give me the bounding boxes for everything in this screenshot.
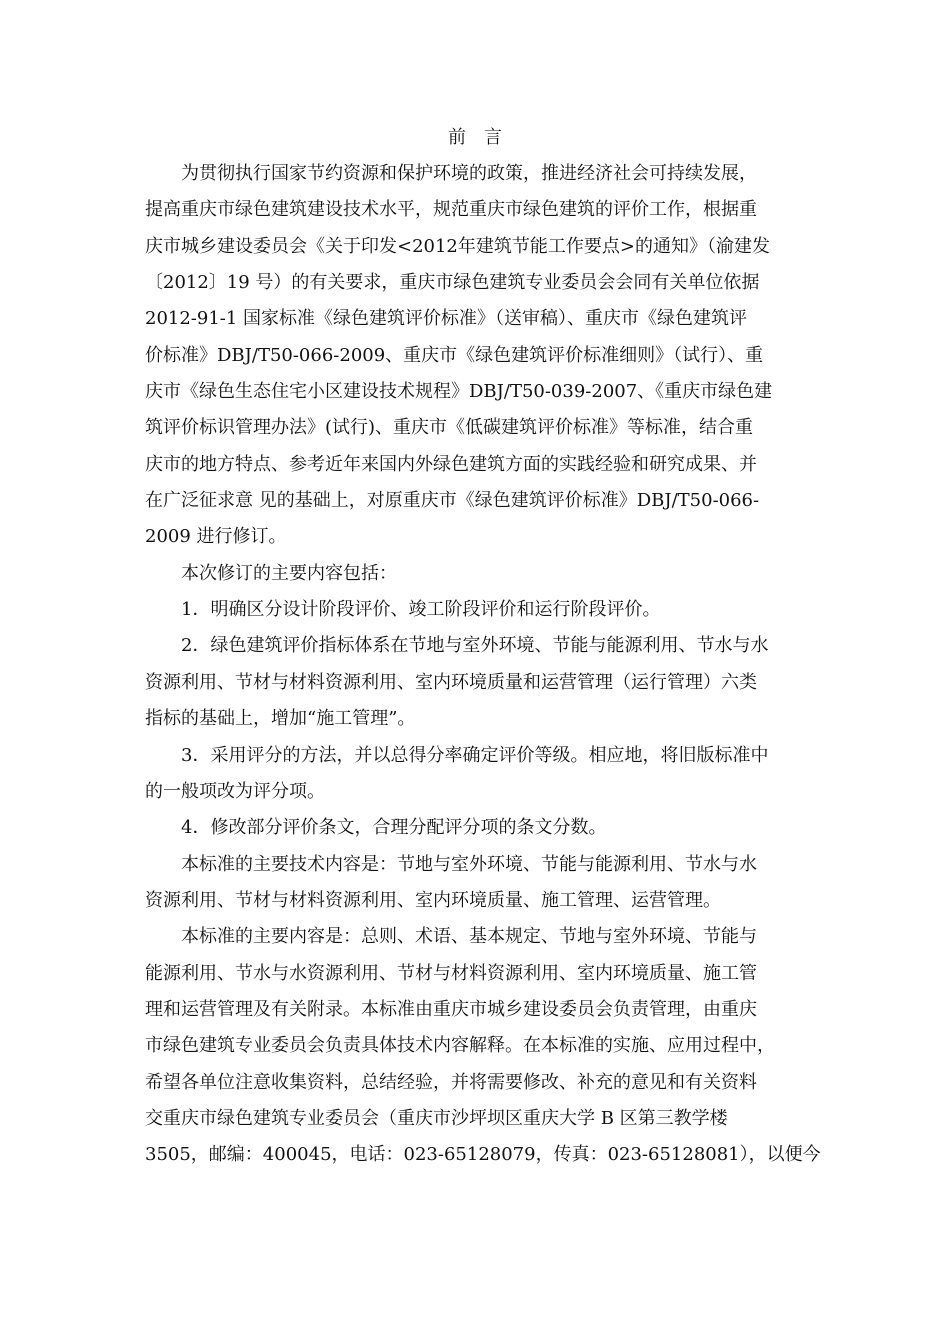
- paragraph: [145, 810, 815, 846]
- text-line: 市绿色建筑专业委员会负责具体技术内容解释。在本标准的实施、应用过程中，: [145, 1035, 775, 1057]
- text-line: 庆市城乡建设委员会《关于印发<2012年建筑节能工作要点>的通知》（渝建发: [145, 235, 770, 257]
- text-line: 2009 进行修订。: [145, 526, 287, 548]
- text-line: 提高重庆市绿色建筑建设技术水平，规范重庆市绿色建筑的评价工作，根据重: [145, 199, 757, 221]
- page-title: 前 言: [448, 127, 502, 148]
- text-line: 1．明确区分设计阶段评价、竣工阶段评价和运行阶段评价。: [181, 599, 661, 621]
- text-line: 资源利用、节材与材料资源利用、室内环境质量、施工管理、运营管理。: [145, 889, 721, 911]
- paragraph: [145, 628, 815, 737]
- paragraph: [145, 919, 821, 1173]
- paragraph: [145, 847, 815, 920]
- text-line: 4．修改部分评价条文，合理分配评分项的条文分数。: [181, 817, 607, 839]
- paragraph: [145, 738, 815, 811]
- document-body: [145, 156, 821, 1174]
- text-line: 3505，邮编：400045，电话：023-65128079，传真：023-65128081），以便今: [145, 1144, 821, 1166]
- text-line: 交重庆市绿色建筑专业委员会（重庆市沙坪坝区重庆大学 B 区第三教学楼: [145, 1107, 728, 1129]
- text-line: 为贯彻执行国家节约资源和保护环境的政策，推进经济社会可持续发展，: [181, 163, 757, 184]
- text-line: 本标准的主要技术内容是：节地与室外环境、节能与能源利用、节水与水: [181, 853, 757, 875]
- text-line: 本标准的主要内容是：总则、术语、基本规定、节地与室外环境、节能与: [181, 926, 757, 948]
- text-line: 指标的基础上，增加“施工管理”。: [145, 708, 416, 730]
- text-line: 在广泛征求意 见的基础上，对原重庆市《绿色建筑评价标准》DBJ/T50-066-: [145, 490, 760, 512]
- text-line: 2012-91-1 国家标准《绿色建筑评价标准》（送审稿）、重庆市《绿色建筑评: [145, 308, 748, 330]
- text-line: 庆市《绿色生态住宅小区建设技术规程》DBJ/T50-039-2007、《重庆市绿色建: [145, 381, 773, 403]
- text-line: 希望各单位注意收集资料，总结经验，并将需要修改、补充的意见和有关资料: [145, 1071, 757, 1093]
- paragraph: [145, 556, 815, 592]
- text-line: 本次修订的主要内容包括：: [181, 562, 397, 584]
- paragraph: [145, 592, 815, 628]
- text-line: 〔2012〕19 号）的有关要求，重庆市绿色建筑专业委员会会同有关单位依据: [145, 272, 760, 294]
- text-line: 庆市的地方特点、参考近年来国内外绿色建筑方面的实践经验和研究成果、并: [145, 453, 757, 475]
- text-line: 筑评价标识管理办法》(试行)、重庆市《低碳建筑评价标准》等标准，结合重: [145, 417, 754, 439]
- text-line: 能源利用、节水与水资源利用、节材与材料资源利用、室内环境质量、施工管: [145, 962, 757, 984]
- text-line: 理和运营管理及有关附录。本标准由重庆市城乡建设委员会负责管理，由重庆: [145, 998, 757, 1020]
- text-line: 的一般项改为评分项。: [145, 780, 325, 802]
- text-line: 2．绿色建筑评价指标体系在节地与室外环境、节能与能源利用、节水与水: [181, 635, 769, 657]
- text-line: 资源利用、节材与材料资源利用、室内环境质量和运营管理（运行管理）六类: [145, 671, 757, 693]
- text-line: 价标准》DBJ/T50-066-2009、重庆市《绿色建筑评价标准细则》（试行）、重: [145, 344, 764, 366]
- paragraph: [145, 156, 815, 556]
- text-line: 3．采用评分的方法，并以总得分率确定评价等级。相应地，将旧版标准中: [181, 744, 769, 766]
